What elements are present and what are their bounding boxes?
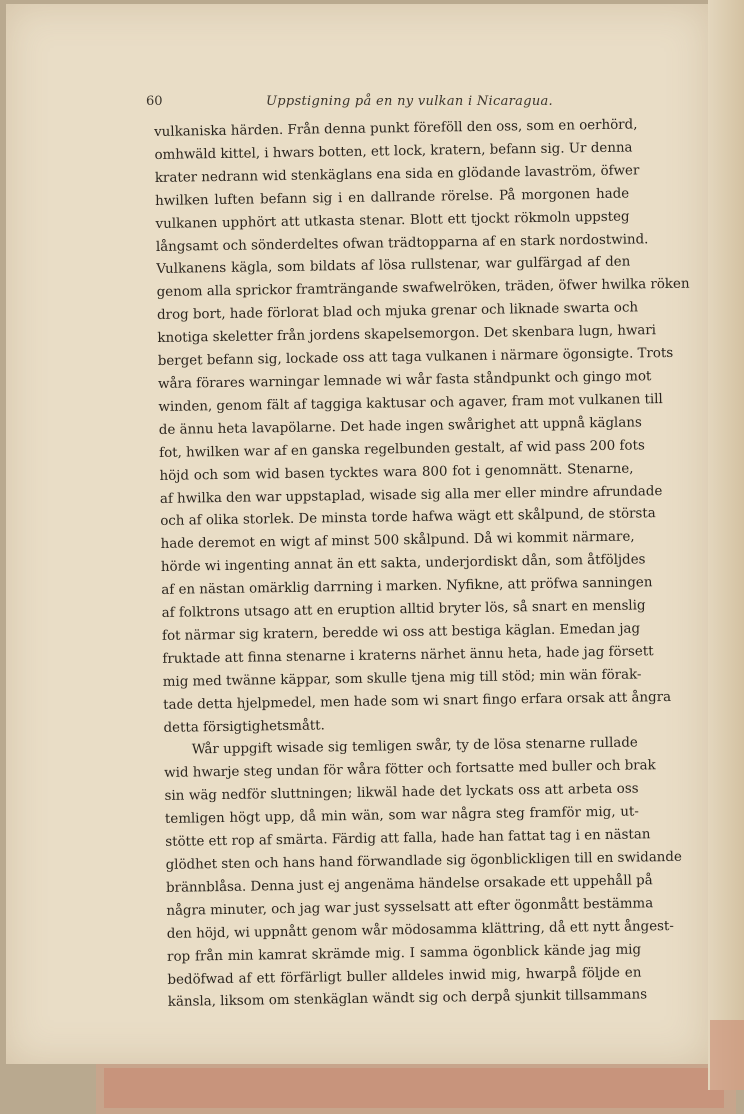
text-line: mig med twänne käppar, som skulle tjena mig till stöd; min wän förak- xyxy=(162,667,642,690)
underlying-page-stain xyxy=(104,1068,724,1108)
text-line: brännblåsa. Denna just ej angenäma händelse orsakade ett uppehåll på xyxy=(165,873,653,896)
text-line: af folktrons utsago att en eruption alltid bryter lös, så snart en menslig xyxy=(161,598,646,621)
text-line: höjd och som wid basen tycktes wara 800 fot i genomnätt. Stenarne, xyxy=(159,461,634,484)
text-line: vulkaniska härden. Från denna punkt föreföll den oss, som en oerhörd, xyxy=(154,117,638,140)
text-line: fruktade att finna stenarne i kraterns närhet ännu heta, hade jag försett xyxy=(162,644,654,667)
text-line: rop från min kamrat skrämde mig. I samma ögonblick kände jag mig xyxy=(166,942,642,965)
page-edge-right xyxy=(708,0,744,1090)
text-line: knotiga skeletter från jordens skapelsemorgon. Det skenbara lugn, hwari xyxy=(157,323,657,347)
text-line: omhwäld kittel, i hwars botten, ett lock, kratern, befann sig. Ur denna xyxy=(154,140,633,163)
text-line: drog bort, hade förlorat blad och mjuka grenar och liknade swarta och xyxy=(156,300,639,324)
text-line: berget befann sig, lockade oss att taga vulkanen i närmare ögonsigte. Trots xyxy=(157,345,674,370)
text-line: hade deremot en wigt af minst 500 skålpund. Då wi kommit närmare, xyxy=(160,529,635,553)
text-line: detta försigtighetsmått. xyxy=(163,717,326,736)
text-line: krater nedrann wid stenkäglans ena sida en glödande lavaström, öfwer xyxy=(154,163,640,186)
text-line: bedöfwad af ett förfärligt buller alldeles inwid mig, hwarpå följde en xyxy=(167,964,642,988)
text-line: vulkanen upphört att utkasta stenar. Blott ett tjockt rökmoln uppsteg xyxy=(155,209,630,232)
text-line: stötte ett rop af smärta. Färdig att falla, hade han fattat tag i en nästan xyxy=(165,827,651,851)
text-line: sin wäg nedför sluttningen; likwäl hade det lyckats oss att arbeta oss xyxy=(164,781,639,805)
text-line: fot, hwilken war af en ganska regelbunden gestalt, af wid pass 200 fots xyxy=(159,438,645,461)
running-head: Uppstigning på en ny vulkan i Nicaragua. xyxy=(266,94,553,109)
text-line: glödhet sten och hans hand förwandlade sig ögonblickligen till en swidande xyxy=(165,849,682,873)
text-line: Wår uppgift wisade sig temligen swår, ty de lösa stenarne rullade xyxy=(191,735,638,758)
text-line: af hwilka den war uppstaplad, wisade sig alla mer eller mindre afrundade xyxy=(159,483,663,507)
text-line: hwilken luften befann sig i en dallrande rörelse. På morgonen hade xyxy=(155,186,630,209)
paragraph xyxy=(154,115,690,741)
page-edge-stain xyxy=(710,1020,744,1090)
paragraph xyxy=(164,733,682,1015)
text-line: af en nästan omärklig darrning i marken. Nyfikne, att pröfwa sanningen xyxy=(161,575,653,599)
text-line: några minuter, och jag war just sysselsatt att efter ögonmått bestämma xyxy=(166,896,654,919)
text-line: fot närmar sig kratern, beredde wi oss att bestiga käglan. Emedan jag xyxy=(161,621,641,644)
text-line: winden, genom fält af taggiga kaktusar och agaver, fram mot vulkanen till xyxy=(158,391,663,415)
text-line: långsamt och sönderdeltes ofwan trädtopparna af en stark nordostwind. xyxy=(155,231,649,255)
text-line: känsla, liksom om stenkäglan wändt sig och derpå sjunkit tillsammans xyxy=(167,987,648,1011)
text-line: genom alla sprickor framträngande swafwelröken, träden, öfwer hwilka röken xyxy=(156,276,690,301)
text-line: wåra förares warningar lemnade wi wår fasta ståndpunkt och gingo mot xyxy=(158,369,652,392)
page-number: 60 xyxy=(146,94,163,109)
text-line: Vulkanens kägla, som bildats af lösa rullstenar, war gulfärgad af den xyxy=(156,254,631,278)
text-line: tade detta hjelpmedel, men hade som wi snart fingo erfara orsak att ångra xyxy=(163,689,672,713)
text-line: temligen högt upp, då min wän, som war några steg framför mig, ut- xyxy=(164,804,640,828)
text-line: wid hwarje steg undan för wåra fötter och fortsatte med buller och brak xyxy=(164,758,656,782)
text-line: och af olika storlek. De minsta torde hafwa wägt ett skålpund, de största xyxy=(160,506,656,530)
text-line: den höjd, wi uppnått genom wår mödosamma klättring, då ett nytt ångest- xyxy=(166,918,675,942)
text-line: hörde wi ingenting annat än ett sakta, underjordiskt dån, som åtföljdes xyxy=(160,552,646,576)
text-line: de ännu heta lavapölarne. Det hade ingen swårighet att uppnå käglans xyxy=(158,415,642,438)
body-text xyxy=(154,115,690,1016)
